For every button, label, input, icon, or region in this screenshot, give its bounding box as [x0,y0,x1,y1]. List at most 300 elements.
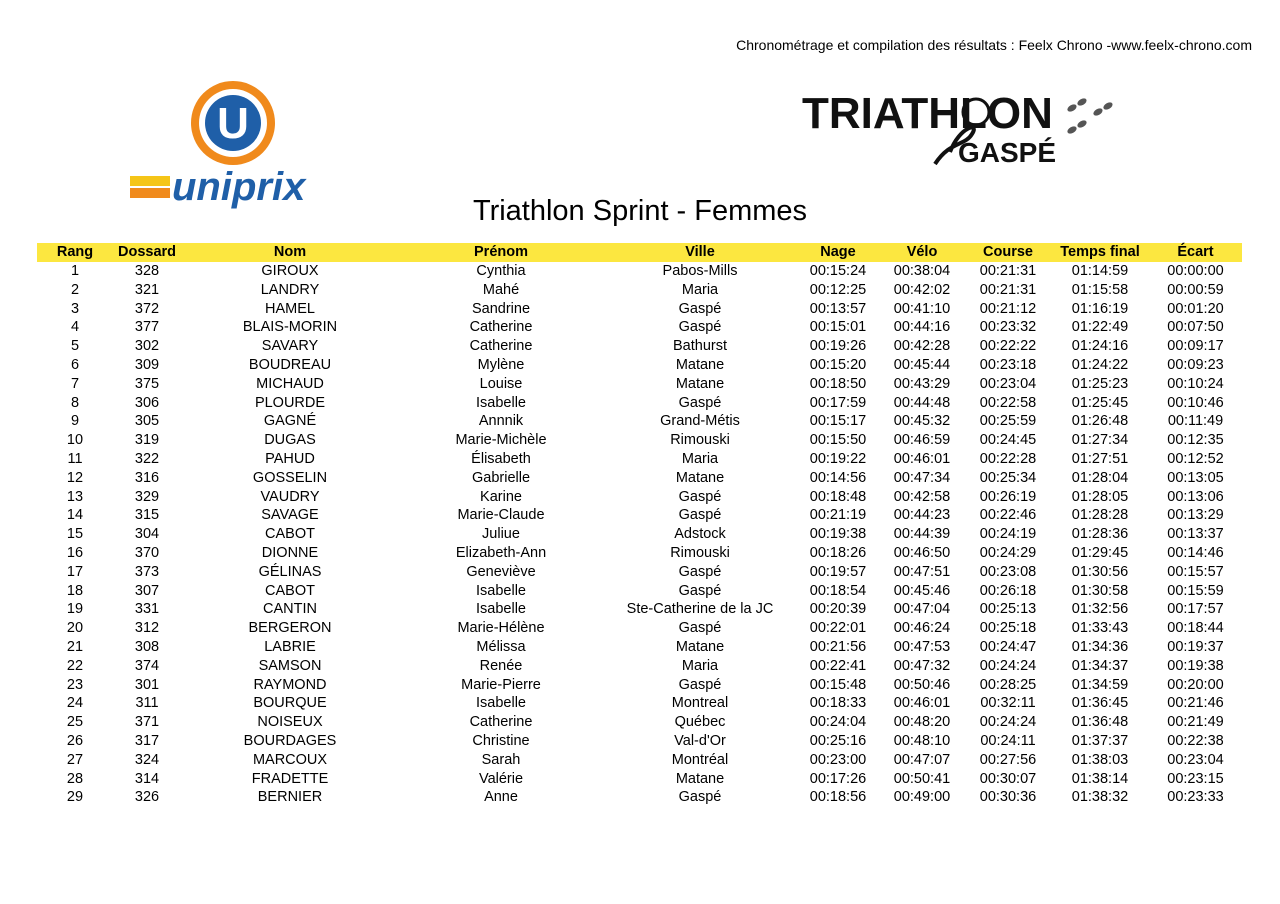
table-row [37,356,1242,375]
cell-ecart: 00:19:38 [1167,657,1224,674]
cell-prenom: Marie-Michèle [455,432,547,449]
cell-prenom: Marie-Pierre [461,676,541,693]
cell-nom: NOISEUX [257,714,323,731]
results-table [37,243,1242,807]
cell-dossard: 324 [134,751,160,768]
cell-ville: Gaspé [678,676,722,693]
cell-velo: 00:46:59 [893,432,951,449]
cell-ville: Gaspé [678,319,722,336]
cell-rang: 21 [66,638,84,655]
table-row [37,412,1242,431]
cell-ecart: 00:11:49 [1167,413,1224,430]
cell-dossard: 304 [134,526,160,543]
cell-nage: 00:18:26 [809,544,867,561]
cell-nage: 00:22:01 [809,620,867,637]
cell-ville: Val-d'Or [674,732,726,749]
table-row [37,300,1242,319]
cell-nage: 00:18:48 [809,488,867,505]
cell-nage: 00:18:50 [809,375,867,392]
cell-temps-final: 01:37:37 [1071,732,1129,749]
cell-temps-final: 01:14:59 [1071,263,1129,279]
cell-nage: 00:20:39 [809,601,867,618]
cell-ecart: 00:13:06 [1167,488,1224,505]
cell-prenom: Karine [480,488,522,505]
cell-course: 00:23:04 [979,375,1037,392]
cell-temps-final: 01:34:59 [1071,676,1129,693]
cell-velo: 00:50:41 [893,770,951,787]
cell-rang: 22 [66,657,84,674]
cell-rang: 24 [66,695,84,712]
cell-course: 00:25:34 [979,469,1037,486]
cell-temps-final: 01:30:58 [1071,582,1129,599]
cell-ville: Gaspé [678,563,722,580]
cell-rang: 5 [70,338,80,355]
cell-ville: Gaspé [678,488,722,505]
cell-ville: Montréal [671,751,729,768]
cell-velo: 00:49:00 [893,789,951,806]
cell-temps-final: 01:25:23 [1071,375,1129,392]
cell-velo: 00:42:02 [893,281,951,298]
cell-course: 00:22:46 [979,507,1037,524]
cell-dossard: 374 [134,657,160,674]
cell-course: 00:24:19 [979,526,1037,543]
cell-ville: Maria [681,657,719,674]
cell-nom: GAGNÉ [263,413,317,430]
table-row [37,713,1242,732]
col-header-prenom: Prénom [399,243,603,262]
cell-dossard: 305 [134,413,160,430]
table-row [37,751,1242,770]
cell-prenom: Catherine [469,338,533,355]
cell-prenom: Isabelle [476,601,526,618]
cell-ecart: 00:14:46 [1167,544,1224,561]
cell-ecart: 00:22:38 [1167,732,1224,749]
cell-dossard: 377 [134,319,160,336]
cell-nage: 00:15:01 [809,319,867,336]
cell-nom: BOURQUE [253,695,327,712]
cell-course: 00:21:12 [979,300,1037,317]
cell-dossard: 314 [134,770,160,787]
cell-ville: Ste-Catherine de la JC [626,601,774,618]
cell-ecart: 00:01:20 [1167,300,1224,317]
col-header-rang: Rang [37,243,113,262]
cell-temps-final: 01:34:37 [1071,657,1129,674]
cell-nom: BLAIS-MORIN [242,319,338,336]
cell-ecart: 00:10:46 [1167,394,1224,411]
table-row [37,469,1242,488]
cell-velo: 00:50:46 [893,676,951,693]
cell-velo: 00:43:29 [893,375,951,392]
cell-ecart: 00:12:35 [1167,432,1224,449]
cell-dossard: 316 [134,469,160,486]
cell-nom: MARCOUX [252,751,328,768]
triathlon-wordmark: TRIATHLON [802,89,1053,138]
cell-dossard: 331 [134,601,160,618]
cell-rang: 11 [67,450,83,467]
cell-temps-final: 01:34:36 [1071,638,1129,655]
cell-temps-final: 01:25:45 [1071,394,1129,411]
cell-velo: 00:44:39 [893,526,951,543]
cell-velo: 00:47:34 [893,469,951,486]
cell-nage: 00:25:16 [809,732,867,749]
cell-prenom: Mélissa [476,638,526,655]
cell-velo: 00:44:48 [893,394,951,411]
cell-ville: Rimouski [670,432,730,449]
cell-ecart: 00:23:15 [1167,770,1224,787]
cell-rang: 3 [70,300,80,317]
table-row [37,619,1242,638]
cell-dossard: 329 [134,488,160,505]
table-row [37,788,1242,807]
cell-nom: BERNIER [257,789,323,806]
cell-dossard: 319 [134,432,160,449]
cell-velo: 00:48:10 [893,732,951,749]
table-row [37,506,1242,525]
table-row [37,732,1242,751]
cell-rang: 6 [70,356,80,373]
table-row [37,600,1242,619]
cell-rang: 10 [66,432,84,449]
cell-nom: SAVARY [261,338,319,355]
col-header-ville: Ville [603,243,797,262]
cell-course: 00:23:32 [979,319,1037,336]
cell-dossard: 321 [134,281,160,298]
cell-prenom: Élisabeth [471,450,531,467]
cell-course: 00:21:31 [979,281,1037,298]
cell-ecart: 00:15:59 [1167,582,1224,599]
cell-nom: VAUDRY [260,488,320,505]
table-row [37,657,1242,676]
cell-rang: 13 [66,488,84,505]
cell-course: 00:21:31 [979,263,1037,279]
cell-prenom: Catherine [469,319,533,336]
cell-ville: Maria [681,281,719,298]
cell-rang: 28 [66,770,84,787]
cell-velo: 00:45:44 [893,356,951,373]
cell-course: 00:25:59 [979,413,1037,430]
cell-ecart: 00:15:57 [1167,563,1224,580]
cell-velo: 00:46:01 [893,695,951,712]
cell-course: 00:22:58 [979,394,1037,411]
cell-course: 00:22:22 [979,338,1037,355]
cell-ecart: 00:00:59 [1167,281,1224,298]
cell-velo: 00:46:01 [893,450,951,467]
cell-dossard: 311 [135,695,159,712]
cell-dossard: 308 [134,638,160,655]
cell-ecart: 00:20:00 [1167,676,1224,693]
cell-course: 00:25:18 [979,620,1037,637]
table-row [37,563,1242,582]
cell-temps-final: 01:24:16 [1071,338,1129,355]
cell-ville: Gaspé [678,507,722,524]
cell-temps-final: 01:33:43 [1071,620,1129,637]
cell-ecart: 00:17:57 [1167,601,1224,618]
cell-rang: 17 [66,563,84,580]
cell-ecart: 00:13:37 [1167,526,1224,543]
cell-course: 00:23:08 [979,563,1037,580]
cell-prenom: Sandrine [471,300,531,317]
cell-ecart: 00:10:24 [1167,375,1224,392]
table-row [37,488,1242,507]
cell-rang: 18 [66,582,84,599]
cell-nage: 00:18:54 [809,582,867,599]
cell-velo: 00:41:10 [893,300,951,317]
cell-prenom: Isabelle [476,394,526,411]
cell-prenom: Mahé [482,281,520,298]
table-row [37,394,1242,413]
cell-ecart: 00:23:04 [1167,751,1224,768]
cell-prenom: Cynthia [476,263,526,279]
table-row [37,450,1242,469]
timing-credit: Chronométrage et compilation des résultats : Feelx Chrono -www.feelx-chrono.com [736,37,1252,53]
table-row [37,281,1242,300]
cell-course: 00:24:24 [979,657,1037,674]
cell-velo: 00:47:32 [893,657,951,674]
cell-temps-final: 01:28:05 [1071,488,1129,505]
cell-nage: 00:13:57 [809,300,867,317]
table-row [37,544,1242,563]
cell-prenom: Anne [484,789,518,806]
table-row [37,770,1242,789]
cell-ville: Matane [675,375,725,392]
cell-temps-final: 01:27:51 [1071,450,1129,467]
cell-course: 00:30:07 [979,770,1037,787]
cell-rang: 19 [66,601,84,618]
cell-dossard: 306 [134,394,160,411]
cell-nom: PAHUD [265,450,315,467]
table-row [37,431,1242,450]
cell-rang: 12 [66,469,84,486]
col-header-temps-final: Temps final [1051,243,1149,262]
table-row [37,676,1242,695]
cell-velo: 00:44:16 [893,319,951,336]
cell-temps-final: 01:16:19 [1071,300,1129,317]
cell-nom: FRADETTE [251,770,329,787]
cell-dossard: 328 [134,263,160,279]
cell-course: 00:26:18 [979,582,1037,599]
cell-temps-final: 01:29:45 [1071,544,1129,561]
cell-course: 00:22:28 [979,450,1037,467]
cell-rang: 4 [70,319,80,336]
cell-ecart: 00:18:44 [1167,620,1224,637]
cell-dossard: 307 [134,582,160,599]
cell-velo: 00:42:58 [893,488,951,505]
cell-dossard: 302 [134,338,160,355]
cell-prenom: Geneviève [466,563,536,580]
cell-velo: 00:48:20 [893,714,951,731]
triathlon-gaspe-logo [800,86,1120,170]
cell-nage: 00:18:33 [809,695,867,712]
cell-prenom: Gabrielle [471,469,531,486]
cell-course: 00:23:18 [979,356,1037,373]
cell-rang: 25 [66,714,84,731]
cell-temps-final: 01:36:45 [1071,695,1129,712]
cell-nom: GIROUX [261,263,319,279]
cell-dossard: 301 [134,676,160,693]
cell-dossard: 317 [134,732,160,749]
cell-ville: Maria [681,450,719,467]
cell-rang: 9 [70,413,80,430]
cell-rang: 27 [66,751,84,768]
cell-ecart: 00:09:17 [1167,338,1224,355]
cell-nage: 00:19:22 [809,450,867,467]
cell-temps-final: 01:22:49 [1071,319,1129,336]
cell-ville: Matane [675,356,725,373]
cell-dossard: 322 [134,450,160,467]
cell-ecart: 00:09:23 [1167,356,1224,373]
cell-nom: SAVAGE [261,507,319,524]
cell-rang: 1 [70,263,80,279]
cell-course: 00:24:45 [979,432,1037,449]
cell-ville: Montreal [671,695,729,712]
cell-temps-final: 01:38:03 [1071,751,1129,768]
cell-ecart: 00:13:05 [1167,469,1224,486]
cell-dossard: 315 [134,507,160,524]
cell-nom: SAMSON [258,657,322,674]
cell-nage: 00:15:48 [809,676,867,693]
cell-ville: Gaspé [678,394,722,411]
cell-prenom: Christine [472,732,530,749]
cell-nage: 00:19:26 [809,338,867,355]
cell-nage: 00:15:17 [809,413,867,430]
cell-ecart: 00:21:49 [1167,714,1224,731]
cell-nage: 00:21:19 [809,507,867,524]
cell-rang: 7 [70,375,80,392]
cell-prenom: Louise [479,375,523,392]
cell-rang: 29 [66,789,84,806]
cell-temps-final: 01:38:32 [1071,789,1129,806]
cell-course: 00:26:19 [979,488,1037,505]
cell-temps-final: 01:28:04 [1071,469,1129,486]
cell-ville: Gaspé [678,620,722,637]
cell-ville: Matane [675,770,725,787]
table-row [37,638,1242,657]
cell-nage: 00:14:56 [809,469,867,486]
cell-nage: 00:15:24 [809,263,867,279]
cell-course: 00:24:11 [980,732,1036,749]
cell-ville: Matane [675,469,725,486]
cell-prenom: Catherine [469,714,533,731]
uniprix-wordmark: uniprix [172,165,306,209]
cell-nom: CABOT [265,526,315,543]
cell-nom: GÉLINAS [258,563,322,580]
cell-temps-final: 01:27:34 [1071,432,1129,449]
cell-nom: CABOT [265,582,315,599]
cell-prenom: Juliue [482,526,520,543]
cell-nage: 00:17:26 [809,770,867,787]
cell-ville: Gaspé [678,582,722,599]
cell-nom: BOURDAGES [243,732,337,749]
cell-velo: 00:45:46 [893,582,951,599]
cell-prenom: Sarah [481,751,521,768]
cell-prenom: Annnik [478,413,524,430]
page-title: Triathlon Sprint - Femmes [472,195,808,227]
cell-course: 00:28:25 [979,676,1037,693]
cell-dossard: 370 [134,544,160,561]
cell-nom: RAYMOND [253,676,327,693]
cell-prenom: Renée [479,657,523,674]
cell-velo: 00:38:04 [893,263,951,279]
header-row [37,243,1242,262]
cell-ecart: 00:07:50 [1167,319,1224,336]
cell-nage: 00:18:56 [809,789,867,806]
col-header-course: Course [965,243,1051,262]
cell-ecart: 00:23:33 [1167,789,1224,806]
cell-ville: Grand-Métis [660,413,740,430]
cell-rang: 2 [70,281,80,298]
cell-ecart: 00:00:00 [1167,263,1224,279]
cell-prenom: Isabelle [476,582,526,599]
cell-rang: 8 [70,394,80,411]
col-header-nom: Nom [181,243,399,262]
cell-nom: LABRIE [264,638,316,655]
cell-nom: CANTIN [263,601,317,618]
cell-rang: 16 [66,544,84,561]
cell-ecart: 00:21:46 [1167,695,1224,712]
cell-nom: MICHAUD [256,375,324,392]
cell-dossard: 371 [134,714,160,731]
cell-nage: 00:19:38 [809,526,867,543]
cell-rang: 15 [66,526,84,543]
cell-velo: 00:45:32 [893,413,951,430]
table-row [37,375,1242,394]
cell-nom: DUGAS [264,432,316,449]
cell-temps-final: 01:28:28 [1071,507,1129,524]
cell-nage: 00:12:25 [809,281,867,298]
cell-ville: Matane [675,638,725,655]
col-header-velo: Vélo [879,243,965,262]
table-row [37,262,1242,281]
cell-velo: 00:47:51 [893,563,951,580]
cell-course: 00:32:11 [980,695,1036,712]
cell-rang: 20 [66,620,84,637]
cell-dossard: 309 [134,356,160,373]
cell-prenom: Mylène [477,356,525,373]
cell-temps-final: 01:28:36 [1071,526,1129,543]
cell-temps-final: 01:32:56 [1071,601,1129,618]
cell-temps-final: 01:26:48 [1071,413,1129,430]
table-row [37,582,1242,601]
cell-nage: 00:21:56 [809,638,867,655]
cell-velo: 00:46:50 [893,544,951,561]
cell-ville: Québec [674,714,726,731]
cell-rang: 14 [66,507,84,524]
cell-nom: BOUDREAU [248,356,332,373]
cell-nage: 00:15:20 [809,356,867,373]
cell-rang: 26 [66,732,84,749]
cell-velo: 00:47:04 [893,601,951,618]
uniprix-u-letter: U [217,99,249,148]
col-header-nage: Nage [797,243,879,262]
cell-temps-final: 01:38:14 [1071,770,1129,787]
cell-velo: 00:44:23 [893,507,951,524]
cell-velo: 00:42:28 [893,338,951,355]
cell-temps-final: 01:30:56 [1071,563,1129,580]
cell-ville: Bathurst [673,338,727,355]
cell-temps-final: 01:36:48 [1071,714,1129,731]
cell-dossard: 326 [134,789,160,806]
cell-nom: BERGERON [248,620,332,637]
cell-dossard: 375 [134,375,160,392]
cell-nage: 00:23:00 [809,751,867,768]
cell-prenom: Elizabeth-Ann [455,544,547,561]
cell-course: 00:24:47 [979,638,1037,655]
table-row [37,694,1242,713]
cell-prenom: Valérie [478,770,524,787]
cell-nom: GOSSELIN [252,469,328,486]
cell-nage: 00:17:59 [809,394,867,411]
cell-temps-final: 01:24:22 [1071,356,1129,373]
